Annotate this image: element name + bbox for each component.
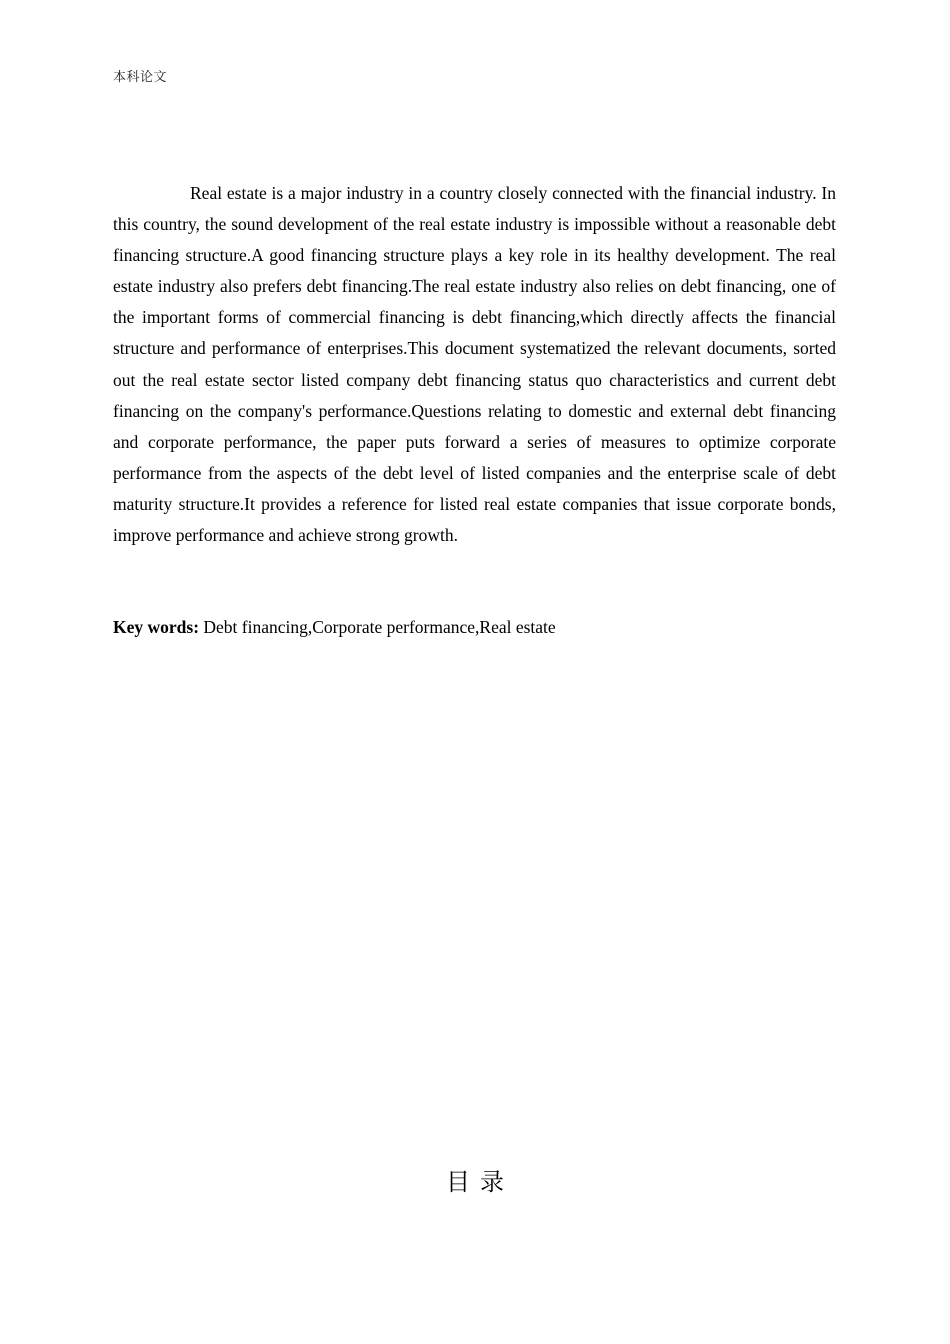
keywords-line: [113, 612, 836, 642]
abstract-paragraph: Real estate is a major industry in a country closely connected with the financial industry. In this country, the sound development of the real estate industry is impossible without a reasonable debt financing structure.A good financing structure plays a key role in its healthy development. The real estate industry also prefers debt financing.The real estate industry also relies on debt financing, one of the important forms of commercial financing is debt financing,which directly affects the financial structure and performance of enterprises.This document systematized the relevant documents, sorted out the real estate sector listed company debt financing status quo characteristics and current debt financing on the company's performance.Questions relating to domestic and external debt financing and corporate performance, the paper puts forward a series of measures to optimize corporate performance from the aspects of the debt level of listed companies and the enterprise scale of debt maturity structure.It provides a reference for listed real estate companies that issue corporate bonds, improve performance and achieve strong growth.: [113, 183, 836, 546]
keywords-label: Key words:: [113, 617, 200, 637]
page-header: 本科论文: [113, 70, 168, 85]
toc-title: 目录: [446, 1168, 514, 1196]
keywords-value: Debt financing,Corporate performance,Real estate: [199, 617, 556, 637]
